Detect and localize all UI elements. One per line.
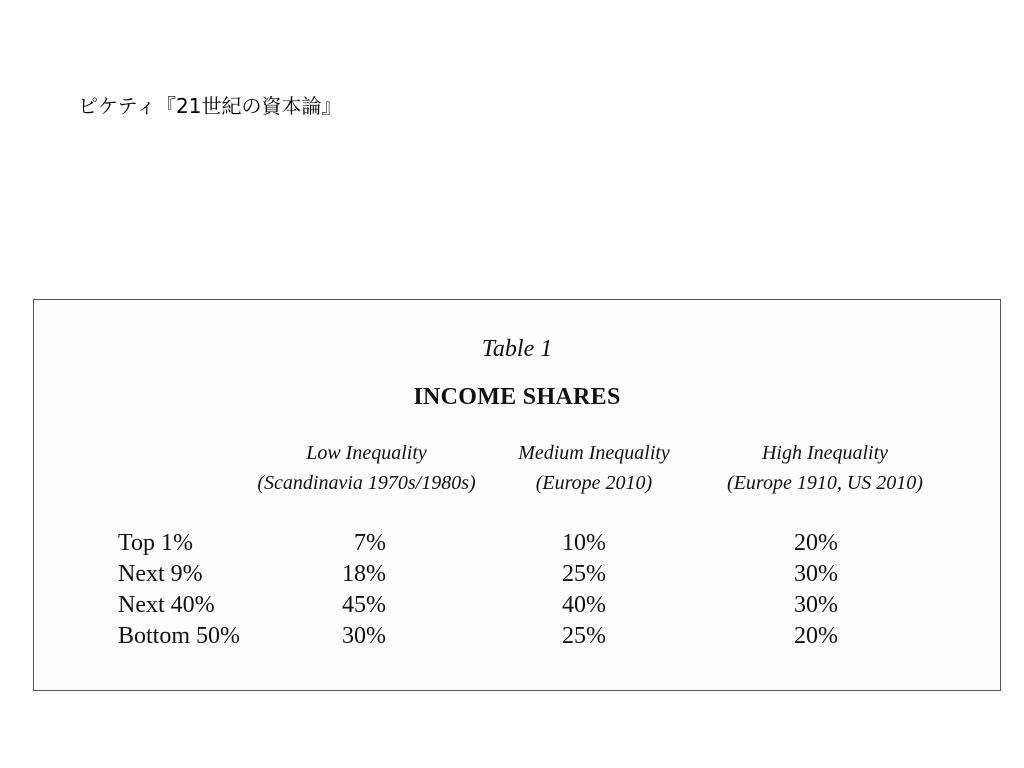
row-label: Next 40%	[118, 592, 215, 618]
cell-low: 30%	[342, 623, 386, 649]
cell-high: 20%	[794, 530, 838, 556]
table-row	[34, 528, 1000, 558]
cell-medium: 40%	[562, 592, 606, 618]
cell-high: 20%	[794, 623, 838, 649]
column-header-high-inequality	[696, 438, 954, 498]
column-header-low-inequality	[229, 438, 504, 498]
income-shares-table	[33, 299, 1001, 691]
row-label: Top 1%	[118, 530, 193, 556]
row-label: Next 9%	[118, 561, 203, 587]
slide-title: ピケティ『21世紀の資本論』	[78, 94, 342, 118]
column-header-subtitle: (Europe 1910, US 2010)	[727, 472, 923, 494]
table-number: Table 1	[481, 336, 553, 362]
column-header-title: Low Inequality	[306, 442, 427, 464]
column-header-title: High Inequality	[761, 442, 889, 464]
cell-high: 30%	[794, 561, 838, 587]
cell-low: 18%	[342, 561, 386, 587]
cell-low: 7%	[354, 530, 386, 556]
cell-medium: 25%	[562, 623, 606, 649]
cell-medium: 10%	[562, 530, 606, 556]
column-header-subtitle: (Scandinavia 1970s/1980s)	[257, 472, 476, 494]
cell-high: 30%	[794, 592, 838, 618]
table-row	[34, 621, 1000, 651]
table-row	[34, 590, 1000, 620]
table-heading: INCOME SHARES	[413, 384, 621, 410]
cell-low: 45%	[342, 592, 386, 618]
column-header-title: Medium Inequality	[518, 442, 670, 464]
table-row	[34, 559, 1000, 589]
cell-medium: 25%	[562, 561, 606, 587]
column-header-medium-inequality	[494, 438, 694, 498]
column-header-subtitle: (Europe 2010)	[535, 472, 653, 494]
row-label: Bottom 50%	[118, 623, 241, 649]
